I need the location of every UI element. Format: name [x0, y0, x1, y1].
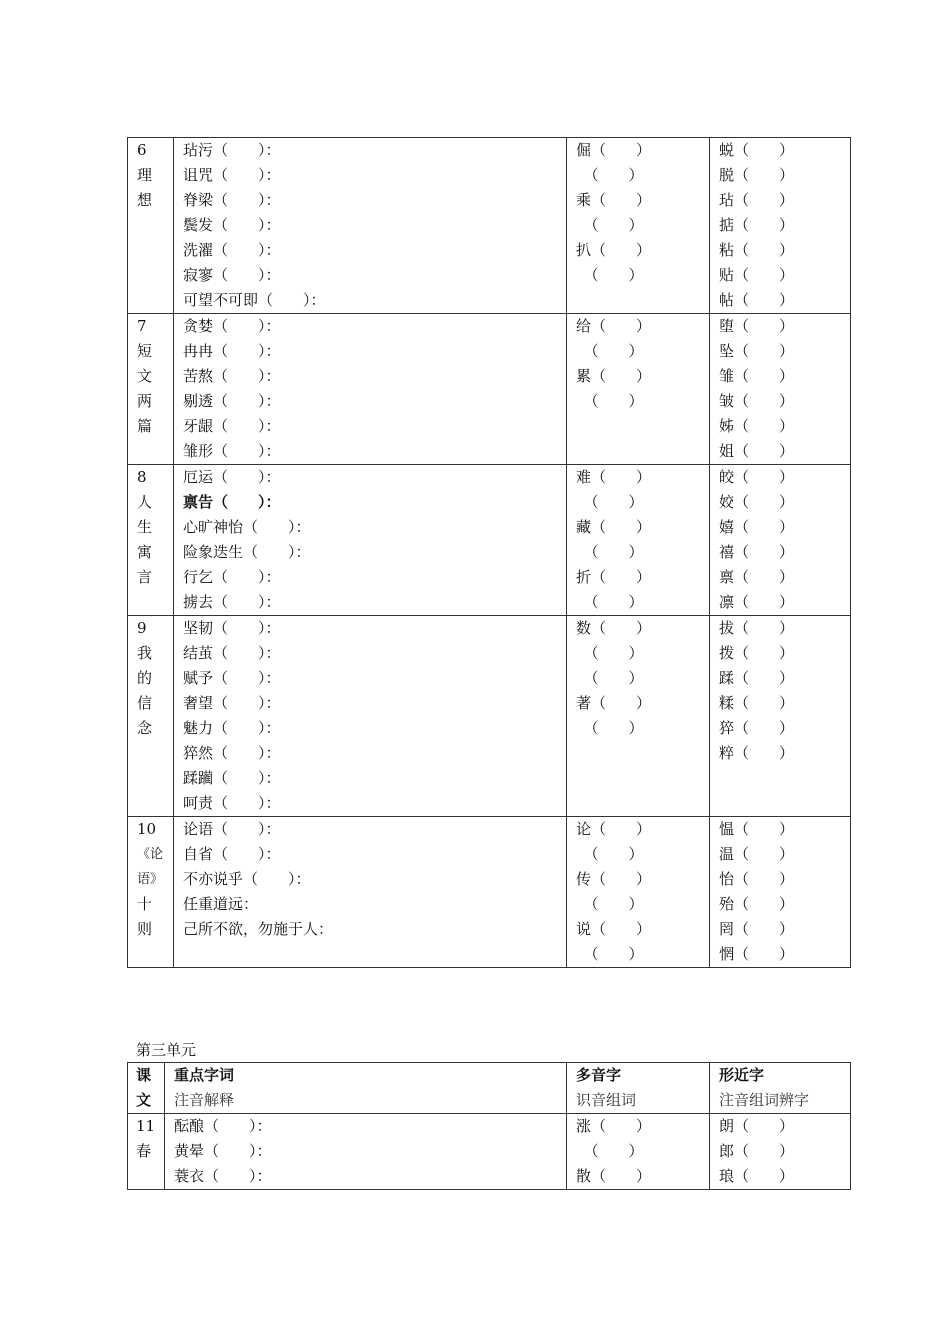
lesson-label-line: 7: [137, 317, 147, 335]
lesson-row: [128, 1114, 851, 1190]
polyphone-line: 藏（ ）: [576, 518, 652, 536]
similar-char-line: 堕（ ）: [719, 317, 795, 335]
similar-char-line: 脱（ ）: [719, 166, 795, 184]
key-word-line: 禀告（ ）：: [183, 493, 281, 511]
key-word-line: 自省（ ）：: [183, 845, 281, 863]
poly-header-title: 多音字: [576, 1066, 622, 1084]
polyphone-line: 涨（ ）: [576, 1117, 652, 1135]
lesson-label-line: 言: [137, 568, 153, 586]
polyphone-line: （ ）: [576, 945, 644, 963]
key-word-line: 结茧（ ）：: [183, 644, 281, 662]
lesson-label-line: 人: [137, 493, 153, 511]
similar-char-line: 朗（ ）: [719, 1117, 795, 1135]
unit3-header-row: [128, 1063, 851, 1114]
lesson-label-line: 则: [137, 920, 153, 938]
lesson-row: [128, 817, 851, 968]
lesson-row: [128, 138, 851, 314]
words-cell: [165, 1114, 567, 1190]
lesson-label-line: 理: [137, 166, 153, 184]
similar-char-line: 愠（ ）: [719, 820, 795, 838]
key-word-line: 蹂躏（ ）：: [183, 769, 281, 787]
polyphone-line: 散（ ）: [576, 1167, 652, 1185]
unit2-table: [127, 137, 851, 968]
similar-char-line: 玷（ ）: [719, 191, 795, 209]
similar-char-line: 坠（ ）: [719, 342, 795, 360]
key-word-line: 可望不可即（ ）：: [183, 291, 326, 309]
lesson-label-line: 短: [137, 342, 153, 360]
lesson-label-line: 的: [137, 669, 153, 687]
key-word-line: 任重道远：: [183, 895, 259, 913]
polyphone-line: 数（ ）: [576, 619, 652, 637]
lesson-cell: [128, 817, 174, 968]
key-word-line: 不亦说乎（ ）：: [183, 870, 311, 888]
similar-char-line: 拔（ ）: [719, 619, 795, 637]
key-word-line: 险象迭生（ ）：: [183, 543, 311, 561]
polyphone-line: 传（ ）: [576, 870, 652, 888]
similar-char-line: 姣（ ）: [719, 493, 795, 511]
lesson-label-line: 篇: [137, 417, 153, 435]
polyphone-line: （ ）: [576, 216, 644, 234]
similar-header-title: 形近字: [719, 1066, 765, 1084]
poly-cell: [567, 465, 710, 616]
polyphone-line: （ ）: [576, 493, 644, 511]
key-word-line: 寂寥（ ）：: [183, 266, 281, 284]
key-word-line: 奢望（ ）：: [183, 694, 281, 712]
unit3-table: [127, 1062, 851, 1190]
key-word-line: 玷污（ ）：: [183, 141, 281, 159]
lesson-label-line: 语》: [137, 872, 164, 887]
poly-cell: [567, 138, 710, 314]
poly-header-sub: 识音组词: [576, 1091, 637, 1109]
key-word-line: 牙龈（ ）：: [183, 417, 281, 435]
key-word-line: 呵责（ ）：: [183, 794, 281, 812]
key-word-line: 论语（ ）：: [183, 820, 281, 838]
similar-char-line: 掂（ ）: [719, 216, 795, 234]
similar-cell: [710, 817, 851, 968]
polyphone-line: （ ）: [576, 342, 644, 360]
similar-char-line: 贴（ ）: [719, 266, 795, 284]
key-word-line: 厄运（ ）：: [183, 468, 281, 486]
key-word-line: 魅力（ ）：: [183, 719, 281, 737]
similar-cell: [710, 314, 851, 465]
poly-cell: [567, 314, 710, 465]
similar-header-sub: 注音组词辨字: [719, 1091, 810, 1109]
similar-char-line: 温（ ）: [719, 845, 795, 863]
similar-char-line: 帖（ ）: [719, 291, 795, 309]
key-word-line: 鬓发（ ）：: [183, 216, 281, 234]
similar-char-line: 殆（ ）: [719, 895, 795, 913]
polyphone-line: 难（ ）: [576, 468, 652, 486]
words-cell: [174, 465, 567, 616]
unit3-title: 第三单元: [136, 1041, 197, 1059]
words-cell: [174, 138, 567, 314]
key-word-line: 剔透（ ）：: [183, 392, 281, 410]
lesson-row: [128, 616, 851, 817]
lesson-cell: [128, 1114, 165, 1190]
key-word-line: 己所不欲，勿施于人：: [183, 920, 334, 938]
poly-cell: [567, 1114, 710, 1190]
similar-char-line: 怡（ ）: [719, 870, 795, 888]
lesson-label-line: 9: [137, 619, 147, 637]
similar-cell: [710, 616, 851, 817]
key-word-line: 洗濯（ ）：: [183, 241, 281, 259]
polyphone-line: 给（ ）: [576, 317, 652, 335]
similar-char-line: 姊（ ）: [719, 417, 795, 435]
key-word-line: 行乞（ ）：: [183, 568, 281, 586]
lesson-label-line: 我: [137, 644, 153, 662]
key-word-line: 蓑衣（ ）：: [174, 1167, 272, 1185]
polyphone-line: （ ）: [576, 593, 644, 611]
similar-char-line: 猝（ ）: [719, 719, 795, 737]
key-word-line: 赋予（ ）：: [183, 669, 281, 687]
polyphone-line: 著（ ）: [576, 694, 652, 712]
polyphone-line: （ ）: [576, 1142, 644, 1160]
similar-char-line: 拨（ ）: [719, 644, 795, 662]
lesson-row: [128, 465, 851, 616]
lesson-label-line: 6: [137, 141, 147, 159]
similar-char-line: 雏（ ）: [719, 367, 795, 385]
similar-char-line: 禀（ ）: [719, 568, 795, 586]
similar-char-line: 皱（ ）: [719, 392, 795, 410]
lesson-label-line: 十: [137, 895, 153, 913]
similar-char-line: 嬉（ ）: [719, 518, 795, 536]
key-word-line: 心旷神怡（ ）：: [183, 518, 311, 536]
lesson-label-line: 生: [137, 518, 153, 536]
lesson-cell: [128, 138, 174, 314]
lesson-cell: [128, 465, 174, 616]
key-word-line: 掳去（ ）：: [183, 593, 281, 611]
similar-char-line: 姐（ ）: [719, 442, 795, 460]
polyphone-line: 说（ ）: [576, 920, 652, 938]
polyphone-line: 折（ ）: [576, 568, 652, 586]
polyphone-line: （ ）: [576, 895, 644, 913]
similar-char-line: 禧（ ）: [719, 543, 795, 561]
similar-char-line: 粹（ ）: [719, 744, 795, 762]
words-header-sub: 注音解释: [174, 1091, 235, 1109]
polyphone-line: （ ）: [576, 392, 644, 410]
polyphone-line: （ ）: [576, 719, 644, 737]
lesson-header-line: 文: [136, 1091, 152, 1109]
lesson-cell: [128, 616, 174, 817]
similar-char-line: 蹂（ ）: [719, 669, 795, 687]
lesson-label-line: 《论: [137, 847, 164, 862]
polyphone-line: （ ）: [576, 644, 644, 662]
lesson-label-line: 想: [137, 191, 153, 209]
similar-cell: [710, 1114, 851, 1190]
words-header-title: 重点字词: [174, 1066, 235, 1084]
polyphone-line: （ ）: [576, 266, 644, 284]
lesson-label-line: 信: [137, 694, 153, 712]
lesson-label-line: 文: [137, 367, 153, 385]
polyphone-line: （ ）: [576, 669, 644, 687]
lesson-label-line: 8: [137, 468, 147, 486]
key-word-line: 苦熬（ ）：: [183, 367, 281, 385]
words-cell: [174, 314, 567, 465]
polyphone-line: 倔（ ）: [576, 141, 652, 159]
lesson-cell: [128, 314, 174, 465]
similar-char-line: 糅（ ）: [719, 694, 795, 712]
similar-char-line: 凛（ ）: [719, 593, 795, 611]
poly-cell: [567, 817, 710, 968]
polyphone-line: 扒（ ）: [576, 241, 652, 259]
polyphone-line: 论（ ）: [576, 820, 652, 838]
key-word-line: 坚韧（ ）：: [183, 619, 281, 637]
similar-char-line: 粘（ ）: [719, 241, 795, 259]
similar-cell: [710, 465, 851, 616]
key-word-line: 诅咒（ ）：: [183, 166, 281, 184]
polyphone-line: （ ）: [576, 166, 644, 184]
similar-cell: [710, 138, 851, 314]
similar-char-line: 蜕（ ）: [719, 141, 795, 159]
key-word-line: 冉冉（ ）：: [183, 342, 281, 360]
polyphone-line: 乘（ ）: [576, 191, 652, 209]
key-word-line: 贪婪（ ）：: [183, 317, 281, 335]
lesson-label-line: 11: [136, 1117, 156, 1135]
lesson-label-line: 念: [137, 719, 153, 737]
polyphone-line: （ ）: [576, 845, 644, 863]
poly-cell: [567, 616, 710, 817]
similar-char-line: 琅（ ）: [719, 1167, 795, 1185]
words-cell: [174, 817, 567, 968]
polyphone-line: 累（ ）: [576, 367, 652, 385]
similar-char-line: 惘（ ）: [719, 945, 795, 963]
lesson-label-line: 春: [136, 1142, 152, 1160]
similar-char-line: 罔（ ）: [719, 920, 795, 938]
key-word-line: 酝酿（ ）：: [174, 1117, 272, 1135]
lesson-label-line: 寓: [137, 543, 153, 561]
key-word-line: 脊梁（ ）：: [183, 191, 281, 209]
similar-char-line: 郎（ ）: [719, 1142, 795, 1160]
key-word-line: 黄晕（ ）：: [174, 1142, 272, 1160]
polyphone-line: （ ）: [576, 543, 644, 561]
key-word-line: 猝然（ ）：: [183, 744, 281, 762]
lesson-label-line: 10: [137, 820, 157, 838]
lesson-row: [128, 314, 851, 465]
similar-char-line: 皎（ ）: [719, 468, 795, 486]
lesson-label-line: 两: [137, 392, 153, 410]
key-word-line: 雏形（ ）：: [183, 442, 281, 460]
words-cell: [174, 616, 567, 817]
lesson-header-line: 课: [136, 1066, 152, 1084]
